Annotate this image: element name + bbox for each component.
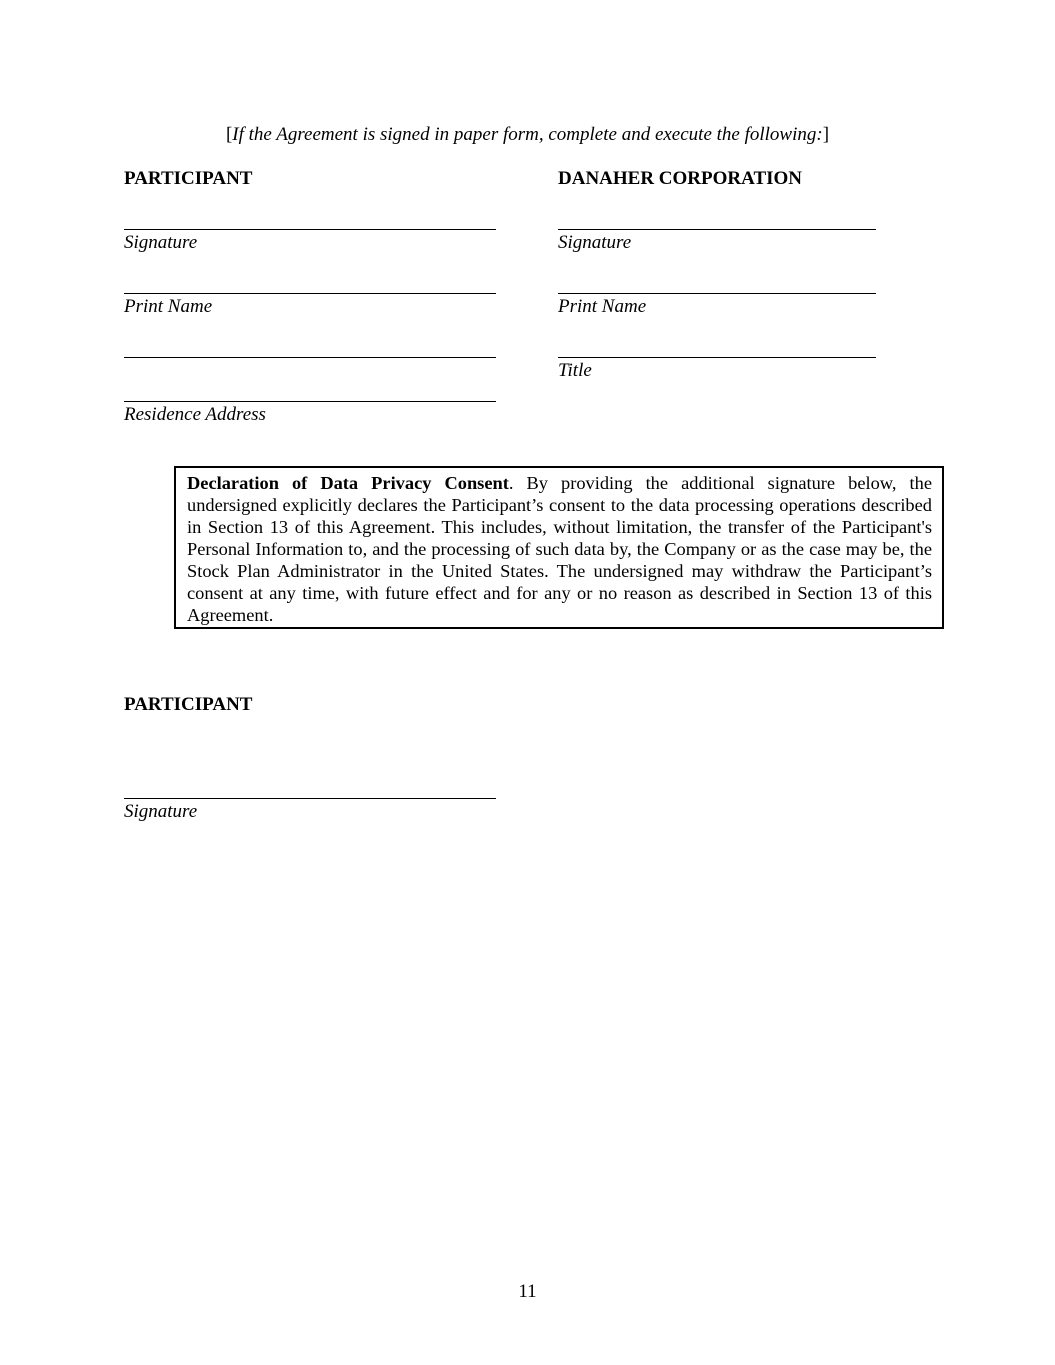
consent-title: Declaration of Data Privacy Consent <box>187 473 509 493</box>
participant-print-name-label: Print Name <box>124 296 213 317</box>
participant-print-name-line[interactable] <box>124 293 496 294</box>
participant-signature-label: Signature <box>124 232 198 253</box>
company-title-line[interactable] <box>558 357 876 358</box>
second-participant-signature-label: Signature <box>124 801 198 822</box>
instruction-text: If the Agreement is signed in paper form, complete and execute the following: <box>232 124 823 145</box>
second-participant-signature-line[interactable] <box>124 798 496 799</box>
company-title-label: Title <box>558 360 592 381</box>
company-print-name-line[interactable] <box>558 293 876 294</box>
company-signature-label: Signature <box>558 232 632 253</box>
participant-address-line-1[interactable] <box>124 357 496 358</box>
second-participant-heading: PARTICIPANT <box>124 694 253 715</box>
instruction-open-bracket: [ <box>225 124 233 145</box>
instruction-close-bracket: ] <box>822 124 830 145</box>
page-number: 11 <box>518 1281 537 1302</box>
company-heading: DANAHER CORPORATION <box>558 168 803 189</box>
participant-address-line-2[interactable] <box>124 401 496 402</box>
consent-body: . By providing the additional signature below, the undersigned explicitly declares the Participant’s consent to the data processing operations described in Section 13 of this Agreement. This includes, without limitation, the transfer of the Participant's Personal Information to, and the processing of such data by, the Company or as the case may be, the Stock Plan Administrator in the United States. The undersigned may withdraw the Participant’s consent at any time, with future effect and for any or no reason as described in Section 13 of this Agreement. <box>187 473 932 625</box>
data-privacy-consent-box <box>174 466 944 629</box>
instruction-line <box>0 122 1055 148</box>
participant-heading: PARTICIPANT <box>124 168 253 189</box>
participant-residence-label: Residence Address <box>124 404 266 425</box>
company-signature-line[interactable] <box>558 229 876 230</box>
company-print-name-label: Print Name <box>558 296 647 317</box>
participant-signature-line[interactable] <box>124 229 496 230</box>
